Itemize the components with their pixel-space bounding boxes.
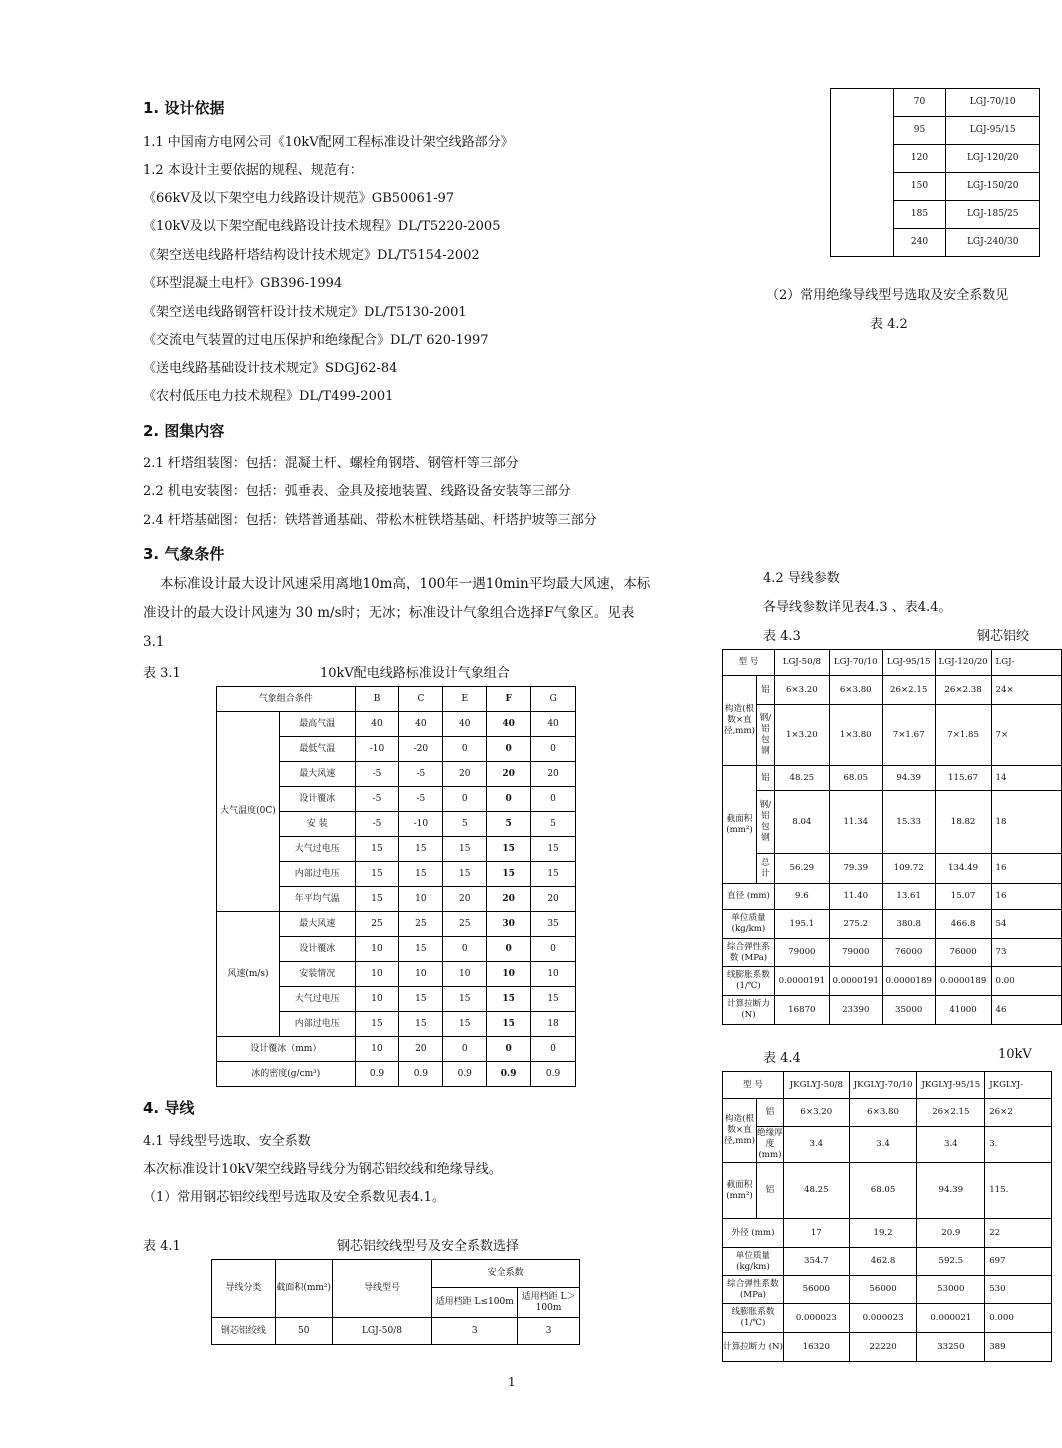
t43-cell: 6×3.20 xyxy=(774,676,829,705)
t31-cell: 40 xyxy=(355,712,399,737)
t31-cell: 15 xyxy=(443,837,487,862)
t43-cell: 0.0000191 xyxy=(774,967,829,996)
t43-cell: 13.61 xyxy=(882,884,935,910)
t41b-cell: LGJ-70/10 xyxy=(946,89,1040,117)
t31-cell: 5 xyxy=(487,812,531,837)
t31-cell: 0 xyxy=(531,937,576,962)
t31-cell: 0.9 xyxy=(399,1062,443,1087)
t43-cell: 79.39 xyxy=(829,854,882,884)
t41b-cell: LGJ-240/30 xyxy=(946,229,1040,257)
t44-label: 计算拉断力 (N) xyxy=(723,1333,784,1362)
t31-cell: -5 xyxy=(399,762,443,787)
t43-cell: 1×3.80 xyxy=(829,705,882,766)
t44-cell: 354.7 xyxy=(783,1248,849,1276)
table-4-3-title: 钢芯铝绞 xyxy=(977,629,1030,644)
table-4-3-label: 表 4.3 xyxy=(763,629,801,644)
table-4-1-continued xyxy=(830,88,1040,257)
t31-cell: 10 xyxy=(355,937,399,962)
t31-cell: 冰的密度(g/cm³) xyxy=(217,1062,356,1087)
t43-cell: 48.25 xyxy=(774,766,829,791)
t44-cell: 0.000023 xyxy=(849,1304,917,1333)
t44-label: 外径 (mm) xyxy=(723,1219,784,1248)
t44-label: 单位质量(kg/km) xyxy=(723,1248,784,1276)
s4-line-2: 本次标准设计10kV架空线路导线分为钢芯铝绞线和绝缘导线。 xyxy=(143,1162,502,1177)
t31-cell: 10 xyxy=(355,1037,399,1062)
t43-hdr-model: 型 号 xyxy=(723,650,775,676)
t43-cell: 41000 xyxy=(935,996,991,1025)
t31-cell: 20 xyxy=(531,762,576,787)
t31-cell: 0 xyxy=(487,1037,531,1062)
t43-cell: 35000 xyxy=(882,996,935,1025)
s4-line-1: 4.1 导线型号选取、安全系数 xyxy=(143,1134,311,1149)
t43-cell: 0.0000191 xyxy=(829,967,882,996)
t31-cell: 最大风速 xyxy=(279,912,355,937)
t31-cell: 安装情况 xyxy=(279,962,355,987)
t31-cell: 15 xyxy=(487,987,531,1012)
t44-cell: 94.39 xyxy=(917,1163,985,1219)
t31-cell: 最大风速 xyxy=(279,762,355,787)
t43-cell: 18 xyxy=(991,791,1061,854)
t31-cell: 15 xyxy=(531,862,576,887)
t44-hdr: JKGLYJ-95/15 xyxy=(917,1072,985,1099)
ref-3: 《架空送电线路杆塔结构设计技术规定》DL/T5154-2002 xyxy=(143,248,480,263)
t31-cell: -5 xyxy=(399,787,443,812)
t43-sub: 铝 xyxy=(756,766,774,791)
t31-cell: 40 xyxy=(487,712,531,737)
t31-cell: 0 xyxy=(487,937,531,962)
t43-cell: 15.07 xyxy=(935,884,991,910)
t43-cell: 24× xyxy=(991,676,1061,705)
t43-cell: 18.82 xyxy=(935,791,991,854)
t31-cell: 15 xyxy=(355,887,399,912)
t43-cell: 8.04 xyxy=(774,791,829,854)
section-4-2-heading: 4.2 导线参数 xyxy=(763,571,840,586)
t31-cell: 0.9 xyxy=(531,1062,576,1087)
t31-cell: 25 xyxy=(399,912,443,937)
s2-item-3: 2.4 杆塔基础图：包括：铁塔普通基础、带松木桩铁塔基础、杆塔护坡等三部分 xyxy=(143,513,597,528)
t31-cell: 大气过电压 xyxy=(279,987,355,1012)
t31-cell: 15 xyxy=(399,1012,443,1037)
ref-2: 《10kV及以下架空配电线路设计技术规程》DL/T5220-2005 xyxy=(143,219,501,234)
t31-cell: 10 xyxy=(399,887,443,912)
t44-cell: 0.000 xyxy=(985,1304,1052,1333)
t43-cell: 76000 xyxy=(935,939,991,967)
t31-hdr-g: G xyxy=(531,687,576,712)
t31-cell: 20 xyxy=(443,762,487,787)
t44-hdr: JKGLYJ-50/8 xyxy=(783,1072,849,1099)
t43-hdr: LGJ-70/10 xyxy=(829,650,882,676)
t31-cell: 15 xyxy=(355,1012,399,1037)
t41-cell: LGJ-50/8 xyxy=(332,1318,432,1345)
section-4-heading: 4. 导线 xyxy=(143,1099,195,1117)
t41-hdr-safety: 安全系数 xyxy=(432,1260,580,1288)
t43-cell: 26×2.38 xyxy=(935,676,991,705)
t31-cell: 20 xyxy=(487,762,531,787)
t43-cell: 79000 xyxy=(774,939,829,967)
t43-cell: 11.40 xyxy=(829,884,882,910)
t44-cell: 33250 xyxy=(917,1333,985,1362)
t44-cell: 26×2 xyxy=(985,1099,1052,1127)
ref-7: 《送电线路基础设计技术规定》SDGJ62-84 xyxy=(143,361,398,376)
t41b-cell: 240 xyxy=(893,229,946,257)
table-3-1 xyxy=(216,686,576,1087)
right-line-2: 表 4.2 xyxy=(870,317,908,332)
t43-cell: 79000 xyxy=(829,939,882,967)
s1-line-1: 1.1 中国南方电网公司《10kV配网工程标准设计架空线路部分》 xyxy=(143,135,514,150)
t44-cell: 115. xyxy=(985,1163,1052,1219)
t31-cell: -5 xyxy=(355,787,399,812)
t44-cell: 53000 xyxy=(917,1276,985,1304)
t44-cell: 3.4 xyxy=(849,1127,917,1163)
t44-cell: 19.2 xyxy=(849,1219,917,1248)
t31-group-temp: 大气温度(0C) xyxy=(217,712,280,912)
t44-cell: 697 xyxy=(985,1248,1052,1276)
t41b-cell: 70 xyxy=(893,89,946,117)
ref-5: 《架空送电线路钢管杆设计技术规定》DL/T5130-2001 xyxy=(143,305,467,320)
ref-4: 《环型混凝土电杆》GB396-1994 xyxy=(143,276,343,291)
t44-group-area: 截面积(mm²) xyxy=(723,1163,757,1219)
t43-cell: 275.2 xyxy=(829,910,882,939)
t31-cell: 年平均气温 xyxy=(279,887,355,912)
t31-cell: 安 装 xyxy=(279,812,355,837)
t31-cell: 20 xyxy=(399,1037,443,1062)
s1-line-2: 1.2 本设计主要依据的规程、规范有： xyxy=(143,163,363,178)
s3-para-2: 准设计的最大设计风速为 30 m/s时；无冰；标准设计气象组合选择F气象区。见表 xyxy=(143,605,635,621)
t43-label: 计算拉断力 (N) xyxy=(723,996,775,1025)
t44-hdr: JKGLYJ- xyxy=(985,1072,1052,1099)
t43-group-struct: 构造(根数×直径,mm) xyxy=(723,676,757,766)
t44-cell: 6×3.80 xyxy=(849,1099,917,1127)
t44-cell: 3. xyxy=(985,1127,1052,1163)
t43-cell: 9.6 xyxy=(774,884,829,910)
t43-cell: 0.0000189 xyxy=(882,967,935,996)
t41b-cell: LGJ-150/20 xyxy=(946,173,1040,201)
s3-para-3: 3.1 xyxy=(143,634,165,650)
t43-cell: 0.00 xyxy=(991,967,1061,996)
s3-para-1: 本标准设计最大设计风速采用离地10m高，100年一遇10min平均最大风速，本标 xyxy=(160,576,651,592)
t43-cell: 14 xyxy=(991,766,1061,791)
t31-cell: 20 xyxy=(531,887,576,912)
t43-sub: 钢/铝包钢 xyxy=(756,791,774,854)
t31-cell: 15 xyxy=(531,837,576,862)
t41-hdr-area: 截面积(mm²) xyxy=(275,1260,332,1318)
table-4-1-title: 钢芯铝绞线型号及安全系数选择 xyxy=(337,1239,520,1254)
t43-cell: 6×3.80 xyxy=(829,676,882,705)
t43-cell: 7× xyxy=(991,705,1061,766)
t43-cell: 16 xyxy=(991,884,1061,910)
right-line-1: （2）常用绝缘导线型号选取及安全系数见 xyxy=(766,288,1009,303)
t43-cell: 46 xyxy=(991,996,1061,1025)
t44-label: 线膨胀系数 (1/℃) xyxy=(723,1304,784,1333)
t44-cell: 530 xyxy=(985,1276,1052,1304)
t31-cell: 18 xyxy=(531,1012,576,1037)
t31-cell: 内部过电压 xyxy=(279,1012,355,1037)
t31-cell: 15 xyxy=(443,1012,487,1037)
t43-cell: 115.67 xyxy=(935,766,991,791)
t43-group-area: 截面积(mm²) xyxy=(723,766,757,884)
t43-cell: 56.29 xyxy=(774,854,829,884)
t43-label: 综合弹性系数 (MPa) xyxy=(723,939,775,967)
t31-cell: 0 xyxy=(443,787,487,812)
t31-cell: 设计覆冰 xyxy=(279,787,355,812)
ref-8: 《农村低压电力技术规程》DL/T499-2001 xyxy=(143,389,394,404)
t31-cell: 20 xyxy=(443,887,487,912)
section-4-2-para: 各导线参数详见表4.3 、表4.4。 xyxy=(763,600,952,615)
t31-cell: 20 xyxy=(487,887,531,912)
t43-cell: 11.34 xyxy=(829,791,882,854)
table-4-1-label: 表 4.1 xyxy=(143,1239,181,1254)
t41b-cell: 185 xyxy=(893,201,946,229)
t44-cell: 22220 xyxy=(849,1333,917,1362)
t43-hdr: LGJ-50/8 xyxy=(774,650,829,676)
t44-label: 综合弹性系数 (MPa) xyxy=(723,1276,784,1304)
t31-group-wind: 风速(m/s) xyxy=(217,912,280,1037)
table-4-1 xyxy=(211,1259,580,1345)
t31-hdr-f: F xyxy=(487,687,531,712)
t44-cell: 592.5 xyxy=(917,1248,985,1276)
ref-6: 《交流电气装置的过电压保护和绝缘配合》DL/T 620-1997 xyxy=(143,333,489,348)
t44-cell: 0.000023 xyxy=(783,1304,849,1333)
t43-cell: 76000 xyxy=(882,939,935,967)
t31-cell: 0 xyxy=(531,787,576,812)
table-4-4 xyxy=(722,1071,1052,1362)
t43-cell: 73 xyxy=(991,939,1061,967)
t31-cell: -20 xyxy=(399,737,443,762)
table-3-1-label: 表 3.1 xyxy=(143,666,181,681)
t31-cell: 15 xyxy=(487,862,531,887)
t43-cell: 0.0000189 xyxy=(935,967,991,996)
t31-hdr-c: C xyxy=(399,687,443,712)
t31-cell: 40 xyxy=(399,712,443,737)
t31-cell: 最高气温 xyxy=(279,712,355,737)
t41b-cell: 150 xyxy=(893,173,946,201)
t31-cell: 15 xyxy=(443,862,487,887)
t44-cell: 6×3.20 xyxy=(783,1099,849,1127)
t31-cell: 40 xyxy=(531,712,576,737)
t31-cell: 0 xyxy=(443,937,487,962)
t31-cell: 10 xyxy=(487,962,531,987)
t31-cell: 15 xyxy=(487,1012,531,1037)
table-4-4-label: 表 4.4 xyxy=(763,1051,801,1066)
t43-label: 直径 (mm) xyxy=(723,884,775,910)
t43-sub: 铝 xyxy=(756,676,774,705)
t43-cell: 94.39 xyxy=(882,766,935,791)
s2-item-1: 2.1 杆塔组装图：包括：混凝土杆、螺栓角钢塔、钢管杆等三部分 xyxy=(143,456,519,471)
t31-cell: 5 xyxy=(443,812,487,837)
t43-cell: 109.72 xyxy=(882,854,935,884)
t43-sub: 总计 xyxy=(756,854,774,884)
t31-hdr-cond: 气象组合条件 xyxy=(217,687,356,712)
t31-cell: 15 xyxy=(355,837,399,862)
t41-hdr-model: 导线型号 xyxy=(332,1260,432,1318)
table-4-4-title: 10kV xyxy=(998,1047,1032,1062)
section-2-heading: 2. 图集内容 xyxy=(143,422,225,440)
t43-cell: 54 xyxy=(991,910,1061,939)
t43-cell: 15.33 xyxy=(882,791,935,854)
t44-cell: 48.25 xyxy=(783,1163,849,1219)
t43-cell: 380.8 xyxy=(882,910,935,939)
t41b-cell: 95 xyxy=(893,117,946,145)
t43-hdr: LGJ-120/20 xyxy=(935,650,991,676)
t31-cell: 15 xyxy=(487,837,531,862)
t43-label: 单位质量(kg/km) xyxy=(723,910,775,939)
t31-cell: 内部过电压 xyxy=(279,862,355,887)
t31-cell: 15 xyxy=(399,837,443,862)
t41-hdr-span-gt: 适用档距 L＞100m xyxy=(518,1288,580,1318)
t31-cell: 设计覆冰 xyxy=(279,937,355,962)
t31-cell: 15 xyxy=(443,987,487,1012)
t31-cell: -5 xyxy=(355,762,399,787)
t31-cell: 10 xyxy=(355,987,399,1012)
t43-sub: 钢/铝包钢 xyxy=(756,705,774,766)
t43-cell: 195.1 xyxy=(774,910,829,939)
t31-cell: -5 xyxy=(355,812,399,837)
t44-hdr: JKGLYJ-70/10 xyxy=(849,1072,917,1099)
t41-hdr-class: 导线分类 xyxy=(212,1260,276,1318)
t31-cell: 10 xyxy=(531,962,576,987)
t31-cell: 大气过电压 xyxy=(279,837,355,862)
t31-cell: 10 xyxy=(399,962,443,987)
t41-cell: 钢芯铝绞线 xyxy=(212,1318,276,1345)
t44-cell: 26×2.15 xyxy=(917,1099,985,1127)
t31-hdr-b: B xyxy=(355,687,399,712)
t43-cell: 26×2.15 xyxy=(882,676,935,705)
t31-cell: -10 xyxy=(355,737,399,762)
t43-cell: 7×1.67 xyxy=(882,705,935,766)
t41-hdr-span-le: 适用档距 L≤100m xyxy=(432,1288,518,1318)
t31-cell: 0 xyxy=(443,737,487,762)
t43-cell: 7×1.85 xyxy=(935,705,991,766)
t41-cell: 50 xyxy=(275,1318,332,1345)
t31-cell: 40 xyxy=(443,712,487,737)
t31-cell: 15 xyxy=(531,987,576,1012)
t43-cell: 16870 xyxy=(774,996,829,1025)
t31-cell: 15 xyxy=(355,862,399,887)
t31-cell: 0.9 xyxy=(355,1062,399,1087)
t31-cell: 设计覆冰（mm） xyxy=(217,1037,356,1062)
t31-cell: 15 xyxy=(399,937,443,962)
section-1-heading: 1. 设计依据 xyxy=(143,99,225,117)
t43-cell: 134.49 xyxy=(935,854,991,884)
t31-cell: 0.9 xyxy=(443,1062,487,1087)
t31-hdr-e: E xyxy=(443,687,487,712)
t44-cell: 20.9 xyxy=(917,1219,985,1248)
t41b-cell: LGJ-120/20 xyxy=(946,145,1040,173)
t31-cell: 0 xyxy=(531,737,576,762)
t41b-cell: 120 xyxy=(893,145,946,173)
t44-cell: 462.8 xyxy=(849,1248,917,1276)
t31-cell: 15 xyxy=(399,862,443,887)
t43-hdr: LGJ-95/15 xyxy=(882,650,935,676)
t44-cell: 0.000021 xyxy=(917,1304,985,1333)
t44-hdr-model: 型 号 xyxy=(723,1072,784,1099)
t43-cell: 68.05 xyxy=(829,766,882,791)
t31-cell: 最低气温 xyxy=(279,737,355,762)
t41-cell: 3 xyxy=(518,1318,580,1345)
t31-cell: 0 xyxy=(531,1037,576,1062)
t41b-blank-cell xyxy=(831,89,894,257)
t31-cell: 25 xyxy=(355,912,399,937)
t44-cell: 68.05 xyxy=(849,1163,917,1219)
t31-cell: 0.9 xyxy=(487,1062,531,1087)
t44-group-struct: 构造(根数×直径,mm) xyxy=(723,1099,757,1163)
t31-cell: 10 xyxy=(355,962,399,987)
t31-cell: 0 xyxy=(487,787,531,812)
t44-cell: 16320 xyxy=(783,1333,849,1362)
t31-cell: 35 xyxy=(531,912,576,937)
table-3-1-title: 10kV配电线路标准设计气象组合 xyxy=(320,666,510,681)
t44-cell: 56000 xyxy=(783,1276,849,1304)
t31-cell: 30 xyxy=(487,912,531,937)
t44-sub: 铝 xyxy=(756,1163,783,1219)
t31-cell: -10 xyxy=(399,812,443,837)
t44-cell: 389 xyxy=(985,1333,1052,1362)
t43-cell: 466.8 xyxy=(935,910,991,939)
t31-cell: 0 xyxy=(443,1037,487,1062)
t44-cell: 3.4 xyxy=(917,1127,985,1163)
t43-cell: 16 xyxy=(991,854,1061,884)
t31-cell: 15 xyxy=(399,987,443,1012)
t43-cell: 23390 xyxy=(829,996,882,1025)
t44-sub: 铝 xyxy=(756,1099,783,1127)
section-3-heading: 3. 气象条件 xyxy=(143,545,225,563)
t31-cell: 0 xyxy=(487,737,531,762)
s2-item-2: 2.2 机电安装图：包括：弧垂表、金具及接地装置、线路设备安装等三部分 xyxy=(143,484,571,499)
t44-cell: 22 xyxy=(985,1219,1052,1248)
ref-1: 《66kV及以下架空电力线路设计规范》GB50061-97 xyxy=(143,191,455,206)
table-4-3 xyxy=(722,649,1062,1025)
t44-cell: 3.4 xyxy=(783,1127,849,1163)
t44-cell: 17 xyxy=(783,1219,849,1248)
t31-cell: 5 xyxy=(531,812,576,837)
t41b-cell: LGJ-185/25 xyxy=(946,201,1040,229)
t43-hdr: LGJ- xyxy=(991,650,1061,676)
t43-label: 线膨胀系数 (1/℃) xyxy=(723,967,775,996)
page-number: 1 xyxy=(508,1375,516,1389)
t41b-cell: LGJ-95/15 xyxy=(946,117,1040,145)
t43-cell: 1×3.20 xyxy=(774,705,829,766)
t31-cell: 25 xyxy=(443,912,487,937)
t41-cell: 3 xyxy=(432,1318,518,1345)
t44-sub: 绝缘厚度(mm) xyxy=(756,1127,783,1163)
t44-cell: 56000 xyxy=(849,1276,917,1304)
s4-line-3: （1）常用钢芯铝绞线型号选取及安全系数见表4.1。 xyxy=(143,1190,445,1205)
t31-cell: 10 xyxy=(443,962,487,987)
